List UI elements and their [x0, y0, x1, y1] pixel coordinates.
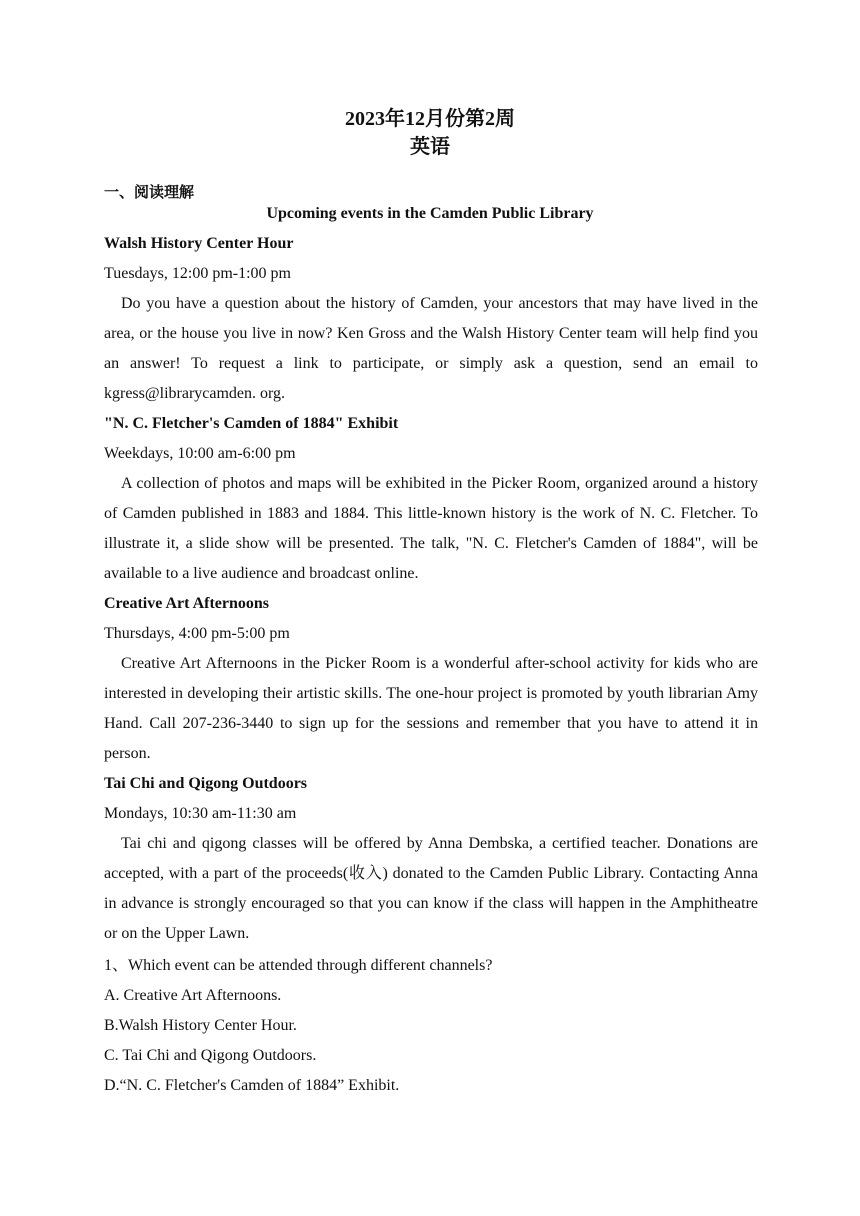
passage-body	[104, 229, 758, 1101]
document-title-date: 2023年12月份第2周	[345, 108, 515, 130]
answer-option-d: D.“N. C. Fletcher's Camden of 1884” Exhibit.	[104, 1077, 400, 1094]
event-fletcher-exhibit	[104, 409, 758, 589]
event-time: Mondays, 10:30 am-11:30 am	[104, 805, 297, 822]
section-heading: 一、阅读理解	[104, 183, 195, 201]
answer-option-c: C. Tai Chi and Qigong Outdoors.	[104, 1047, 317, 1064]
event-title: Creative Art Afternoons	[104, 595, 269, 612]
event-description: Creative Art Afternoons in the Picker Room is a wonderful after-school activity for kids who are interested in developing their artistic skills. The one-hour project is promoted by youth librarian Amy Hand. Call 207-236-3440 to sign up for the sessions and remember that you have to attend it in person.	[104, 655, 758, 762]
event-description: Tai chi and qigong classes will be offered by Anna Dembska, a certified teacher. Donations are accepted, with a part of the proceeds(收入) donated to the Camden Public Library. Contacting Anna in advance is strongly encouraged so that you can know if the class will happen in the Amphitheatre or on the Upper Lawn.	[104, 835, 758, 942]
event-time: Thursdays, 4:00 pm-5:00 pm	[104, 625, 290, 642]
event-title: Walsh History Center Hour	[104, 235, 294, 252]
event-creative-art	[104, 589, 758, 769]
event-description: Do you have a question about the history of Camden, your ancestors that may have lived in the area, or the house you live in now? Ken Gross and the Walsh History Center team will help find you an answer! To request a link to participate, or simply ask a question, send an email to kgress@librarycamden. org.	[104, 295, 758, 402]
event-time: Weekdays, 10:00 am-6:00 pm	[104, 445, 296, 462]
event-title: Tai Chi and Qigong Outdoors	[104, 775, 308, 792]
document-title-subject: 英语	[410, 136, 450, 158]
answer-option-a: A. Creative Art Afternoons.	[104, 987, 282, 1004]
event-title: "N. C. Fletcher's Camden of 1884" Exhibit	[104, 415, 399, 432]
question-text: 1、Which event can be attended through different channels?	[104, 957, 493, 974]
answer-option-b: B.Walsh History Center Hour.	[104, 1017, 297, 1034]
event-description: A collection of photos and maps will be exhibited in the Picker Room, organized around a history of Camden published in 1883 and 1884. This little-known history is the work of N. C. Fletcher. To illustrate it, a slide show will be presented. The talk, "N. C. Fletcher's Camden of 1884", will be available to a live audience and broadcast online.	[104, 475, 758, 582]
passage-title: Upcoming events in the Camden Public Library	[266, 205, 594, 222]
event-walsh-history	[104, 229, 758, 409]
event-tai-chi	[104, 769, 758, 949]
event-time: Tuesdays, 12:00 pm-1:00 pm	[104, 265, 291, 282]
